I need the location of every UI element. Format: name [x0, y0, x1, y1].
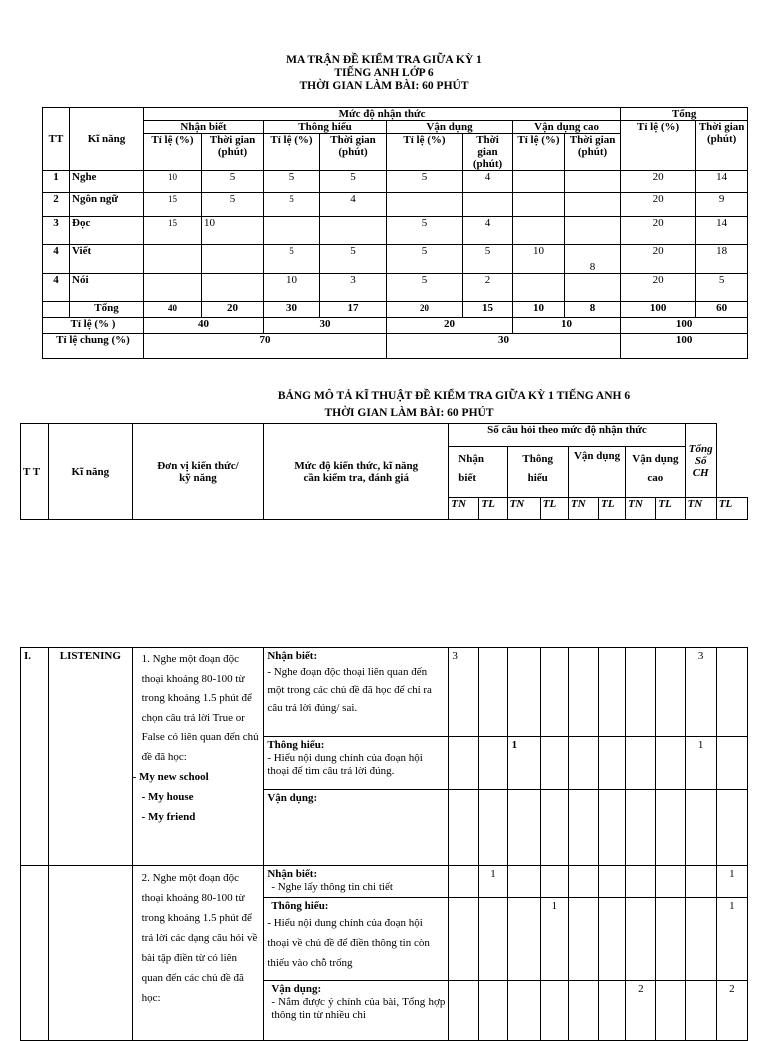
level-th-cell [264, 737, 449, 790]
general-ratio-row [43, 334, 748, 359]
level-th-cell [264, 898, 449, 981]
cell [264, 217, 320, 245]
cell: 14 [696, 217, 748, 245]
row-skill: Ngôn ngữ [70, 193, 144, 217]
cell: 14 [696, 171, 748, 193]
col-questions: Số câu hỏi theo mức độ nhận thức [449, 424, 685, 447]
tl-header: TL [540, 498, 568, 520]
cell: 10 [202, 217, 264, 245]
general-ratio-label: Tỉ lệ chung (%) [43, 334, 144, 359]
table-row [43, 245, 748, 274]
cell: 5 [387, 171, 463, 193]
tn-header: TN [449, 498, 479, 520]
level-van-dung-cao: Vận dụng cao [626, 447, 685, 498]
nb-text: - Nghe đoạn độc thoại liên quan đến một trong các chủ đề đã học để chỉ ra câu trả lời đúng/ sai. [267, 666, 432, 714]
cell: 70 [144, 334, 387, 359]
spec-title: BẢNG MÔ TẢ KĨ THUẬT ĐỀ KIỂM TRA GIỮA KỲ 1 TIẾNG ANH 6 [277, 390, 631, 402]
row-tt: 4 [43, 245, 70, 274]
row-tt: 4 [43, 274, 70, 302]
cell: 4 [463, 171, 513, 193]
cell: 2 [463, 274, 513, 302]
table-row [43, 193, 748, 217]
ratio-row [43, 318, 748, 334]
tl-header: TL [479, 498, 507, 520]
nb-label: Nhận biết: [267, 868, 318, 880]
level-nb-cell [264, 866, 449, 898]
total-row [43, 302, 748, 318]
cell: 100 [621, 318, 748, 334]
cell: 30 [264, 318, 387, 334]
cell: 20 [621, 245, 696, 274]
cell: 1 [540, 898, 568, 981]
row-tt: 1 [43, 171, 70, 193]
level-nhan-biet: Nhận biết [449, 447, 507, 498]
cell: 9 [696, 193, 748, 217]
row-tt: 3 [43, 217, 70, 245]
unit-text: 1. Nghe một đoạn độc thoại khoảng 80-100 từ trong khoảng 1.5 phút để chọn câu trả lời True or False có liên quan đến chủ đề đã học: [141, 653, 259, 763]
level-van-dung: Vận dụng [568, 447, 625, 498]
col-skill: Kĩ năng [70, 108, 144, 171]
cell: 8 [565, 245, 621, 274]
cell: 3 [685, 648, 716, 737]
cell: 5 [387, 217, 463, 245]
cell: 5 [463, 245, 513, 274]
cell [565, 193, 621, 217]
cell: 60 [696, 302, 748, 318]
cell [513, 193, 565, 217]
cell: 40 [144, 302, 202, 318]
ratio-label: Tỉ lệ (% ) [43, 318, 144, 334]
tn-header: TN [626, 498, 656, 520]
table-row [43, 274, 748, 302]
cell: 20 [621, 171, 696, 193]
topic-item: - My house [141, 791, 194, 803]
matrix-subtitle: TIẾNG ANH LỚP 6 [334, 67, 434, 79]
assessment-matrix-table [42, 107, 748, 359]
sub-ratio: Tỉ lệ (%) [144, 134, 202, 171]
cell: 10 [513, 318, 621, 334]
row-tt: 2 [43, 193, 70, 217]
nb-label: Nhận biết: [267, 650, 318, 662]
table-row [43, 171, 748, 193]
cell [513, 171, 565, 193]
total-label: Tổng [70, 302, 144, 318]
row-skill: Viết [70, 245, 144, 274]
cell: 1 [716, 866, 747, 898]
col-total-questions: Tổng Số CH [685, 424, 716, 498]
cell: 15 [144, 217, 202, 245]
tl-header: TL [656, 498, 685, 520]
cell: 100 [621, 334, 748, 359]
level-vd-cell [264, 790, 449, 866]
cell: 5 [387, 274, 463, 302]
topic-item: - My new school [132, 771, 209, 783]
cell: 10 [144, 171, 202, 193]
skill-listening: LISTENING [49, 648, 132, 866]
unit-description-2 [132, 866, 264, 1041]
row-skill: Đọc [70, 217, 144, 245]
cell: 5 [264, 171, 320, 193]
cell: 20 [387, 302, 463, 318]
cell: 5 [202, 193, 264, 217]
vd-label: Vận dụng: [271, 983, 322, 995]
level-thong-hieu: Thông hiểu [264, 121, 387, 134]
unit-text: 2. Nghe một đoạn độc thoại khoảng 80-100 từ trong khoảng 1.5 phút để trả lời các dạng câu hỏi về bài tập điền từ có liên quan đến các chủ đề đã học: [141, 872, 258, 1004]
sub-ratio: Tỉ lệ (%) [387, 134, 463, 171]
cell: 4 [463, 217, 513, 245]
tn-header: TN [507, 498, 540, 520]
cell: 1 [685, 737, 716, 790]
cell: 3 [320, 274, 387, 302]
spec-time: THỜI GIAN LÀM BÀI: 60 PHÚT [324, 407, 494, 419]
table-row [43, 217, 748, 245]
spec-header-table [20, 423, 748, 520]
cell [202, 245, 264, 274]
row-skill: Nghe [70, 171, 144, 193]
col-tt: TT [43, 108, 70, 171]
col-cognitive-level: Mức độ nhận thức [144, 108, 621, 121]
level-thong-hieu: Thông hiểu [507, 447, 568, 498]
level-van-dung-cao: Vận dụng cao [513, 121, 621, 134]
cell: 5 [387, 245, 463, 274]
unit-description-1 [132, 648, 264, 866]
col-skill: Kĩ năng [49, 424, 132, 520]
cell: 5 [320, 171, 387, 193]
sub-time: Thời gian (phút) [320, 134, 387, 171]
cell [565, 274, 621, 302]
cell: 4 [320, 193, 387, 217]
cell: 1 [479, 866, 507, 898]
cell: 5 [202, 171, 264, 193]
col-level-desc: Mức độ kiến thức, kĩ năng cần kiểm tra, đánh giá [264, 424, 449, 520]
level-vd-cell [264, 981, 449, 1041]
cell: 3 [449, 648, 479, 737]
matrix-time: THỜI GIAN LÀM BÀI: 60 PHÚT [299, 80, 469, 92]
cell: 30 [387, 334, 621, 359]
th-text: - Hiểu nội dung chính của đoạn hội thoại về chủ đề để điền thông tin còn thiếu vào chỗ trống [267, 917, 430, 969]
cell [463, 193, 513, 217]
cell: 5 [264, 245, 320, 274]
sub-ratio: Tỉ lệ (%) [264, 134, 320, 171]
cell [202, 274, 264, 302]
cell: 20 [621, 217, 696, 245]
tl-header: TL [599, 498, 626, 520]
cell: 1 [507, 737, 540, 790]
cell: 100 [621, 302, 696, 318]
section-number: I. [21, 648, 49, 866]
level-nb-cell [264, 648, 449, 737]
cell: 30 [264, 302, 320, 318]
cell: 10 [513, 245, 565, 274]
sub-time: Thời gian (phút) [463, 134, 513, 171]
tn-header: TN [568, 498, 598, 520]
sub-time: Thời gian (phút) [696, 121, 748, 171]
tn-header: TN [685, 498, 716, 520]
col-tt: T T [21, 424, 49, 520]
cell [513, 274, 565, 302]
col-unit: Đơn vị kiến thức/ kỹ năng [132, 424, 264, 520]
cell: 5 [264, 193, 320, 217]
sub-time: Thời gian (phút) [202, 134, 264, 171]
cell: 20 [621, 193, 696, 217]
cell: 17 [320, 302, 387, 318]
tl-header: TL [716, 498, 747, 520]
nb-text: - Nghe lấy thông tin chi tiết [271, 881, 393, 893]
th-label: Thông hiểu: [271, 900, 329, 912]
cell [144, 245, 202, 274]
cell: 8 [565, 302, 621, 318]
sub-ratio: Tỉ lệ (%) [621, 121, 696, 171]
cell [565, 217, 621, 245]
cell: 2 [716, 981, 747, 1041]
cell: 10 [264, 274, 320, 302]
cell: 20 [387, 318, 513, 334]
topic-item: - My friend [141, 811, 196, 823]
cell [144, 274, 202, 302]
cell: 10 [513, 302, 565, 318]
vd-label: Vận dụng: [267, 792, 318, 804]
col-total: Tổng [621, 108, 748, 121]
level-van-dung: Vận dụng [387, 121, 513, 134]
sub-time: Thời gian (phút) [565, 134, 621, 171]
cell: 2 [626, 981, 656, 1041]
th-label: Thông hiểu: [267, 739, 325, 751]
matrix-title: MA TRẬN ĐỀ KIỂM TRA GIỮA KỲ 1 [286, 54, 482, 66]
spec-body-table [20, 647, 748, 1041]
cell: 40 [144, 318, 264, 334]
cell [320, 217, 387, 245]
cell: 1 [716, 898, 747, 981]
vd-text: - Nắm được ý chính của bài, Tổng hợp thông tin từ nhiều chi [271, 996, 446, 1021]
cell: 20 [202, 302, 264, 318]
row-skill: Nói [70, 274, 144, 302]
cell: 15 [144, 193, 202, 217]
cell: 15 [463, 302, 513, 318]
cell [387, 193, 463, 217]
cell [513, 217, 565, 245]
sub-ratio: Tỉ lệ (%) [513, 134, 565, 171]
cell [565, 171, 621, 193]
th-text: - Hiểu nội dung chính của đoạn hội thoại để tìm câu trả lời đúng. [267, 752, 423, 777]
cell: 5 [696, 274, 748, 302]
level-nhan-biet: Nhận biết [144, 121, 264, 134]
cell: 18 [696, 245, 748, 274]
cell: 5 [320, 245, 387, 274]
cell: 20 [621, 274, 696, 302]
